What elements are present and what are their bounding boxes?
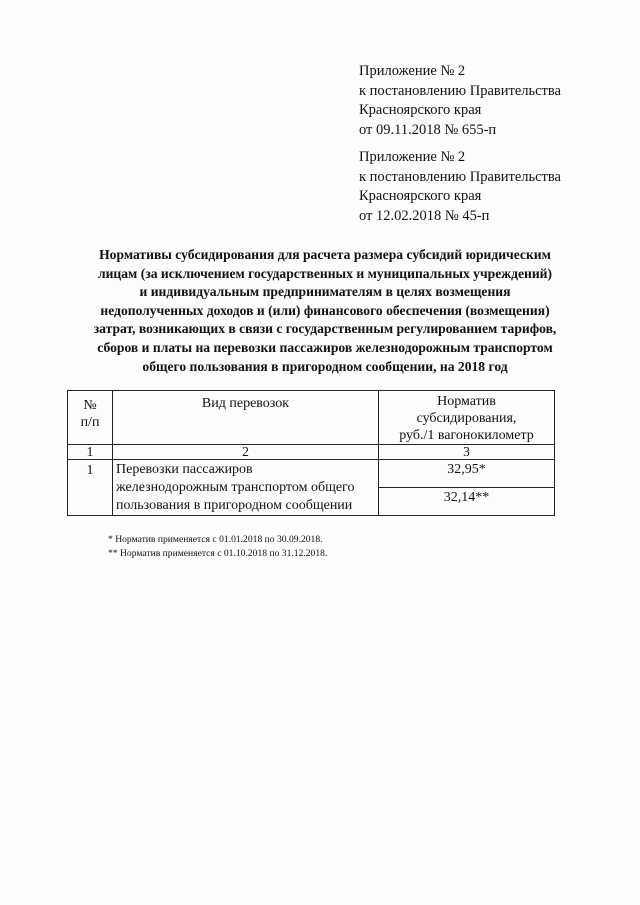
header-text: Вид перевозок	[201, 396, 290, 411]
title-line: затрат, возникающих в связи с государственным регулированием тарифов,	[93, 321, 557, 337]
transport-type-cell	[113, 460, 379, 516]
norms-table	[67, 390, 555, 516]
title-line: Нормативы субсидирования для расчета размера субсидий юридическим	[99, 247, 551, 262]
column-numbering-row	[68, 445, 555, 460]
column-number-cell: 1	[68, 445, 113, 460]
appendix-line: к постановлению Правительства	[359, 82, 561, 99]
norm-value-cell: 32,14**	[379, 488, 555, 516]
appendix-line: Красноярского края	[359, 188, 482, 204]
transport-type-text: Перевозки пассажиров	[116, 462, 253, 477]
footnote: * Норматив применяется с 01.01.2018 по 30.09.2018.	[108, 534, 323, 545]
header-type-cell	[113, 391, 379, 445]
title-line: недополученных доходов и (или) финансового обеспечения (возмещения)	[100, 302, 550, 318]
document-title	[60, 246, 590, 376]
appendix-header-block	[359, 62, 561, 140]
column-number-cell: 3	[379, 445, 555, 460]
header-text: Норматив	[437, 394, 496, 409]
header-text: субсидирования,	[416, 411, 517, 426]
header-text: руб./1 вагонокилометр	[399, 428, 534, 443]
header-text: №	[83, 398, 97, 413]
appendix-line: Приложение № 2	[359, 63, 466, 79]
transport-type-text: железнодорожным транспортом общего	[116, 480, 355, 495]
appendix-line: от 12.02.2018 № 45-п	[359, 207, 490, 224]
row-number-cell: 1	[68, 460, 113, 516]
header-number-cell	[68, 391, 113, 445]
header-text: п/п	[80, 415, 100, 430]
footnote: ** Норматив применяется с 01.10.2018 по 31.12.2018.	[108, 548, 328, 559]
title-line: лицам (за исключением государственных и муниципальных учреждений)	[97, 265, 553, 281]
appendix-line: к постановлению Правительства	[359, 168, 561, 185]
appendix-line: Красноярского края	[359, 102, 482, 118]
column-number-cell: 2	[113, 445, 379, 460]
title-line: общего пользования в пригородном сообщении, на 2018 год	[142, 358, 508, 374]
title-line: сборов и платы на перевозки пассажиров железнодорожным транспортом	[97, 339, 553, 355]
transport-type-text: пользования в пригородном сообщении	[116, 498, 353, 513]
footnotes	[108, 533, 327, 561]
appendix-line: Приложение № 2	[359, 149, 466, 165]
appendix-line: от 09.11.2018 № 655-п	[359, 121, 497, 138]
table-row	[68, 460, 555, 488]
table-header-row	[68, 391, 555, 445]
header-norm-cell	[379, 391, 555, 445]
title-line: и индивидуальным предпринимателям в целях возмещения	[139, 284, 511, 300]
norm-value-cell: 32,95*	[379, 460, 555, 488]
appendix-header-block	[359, 148, 561, 226]
